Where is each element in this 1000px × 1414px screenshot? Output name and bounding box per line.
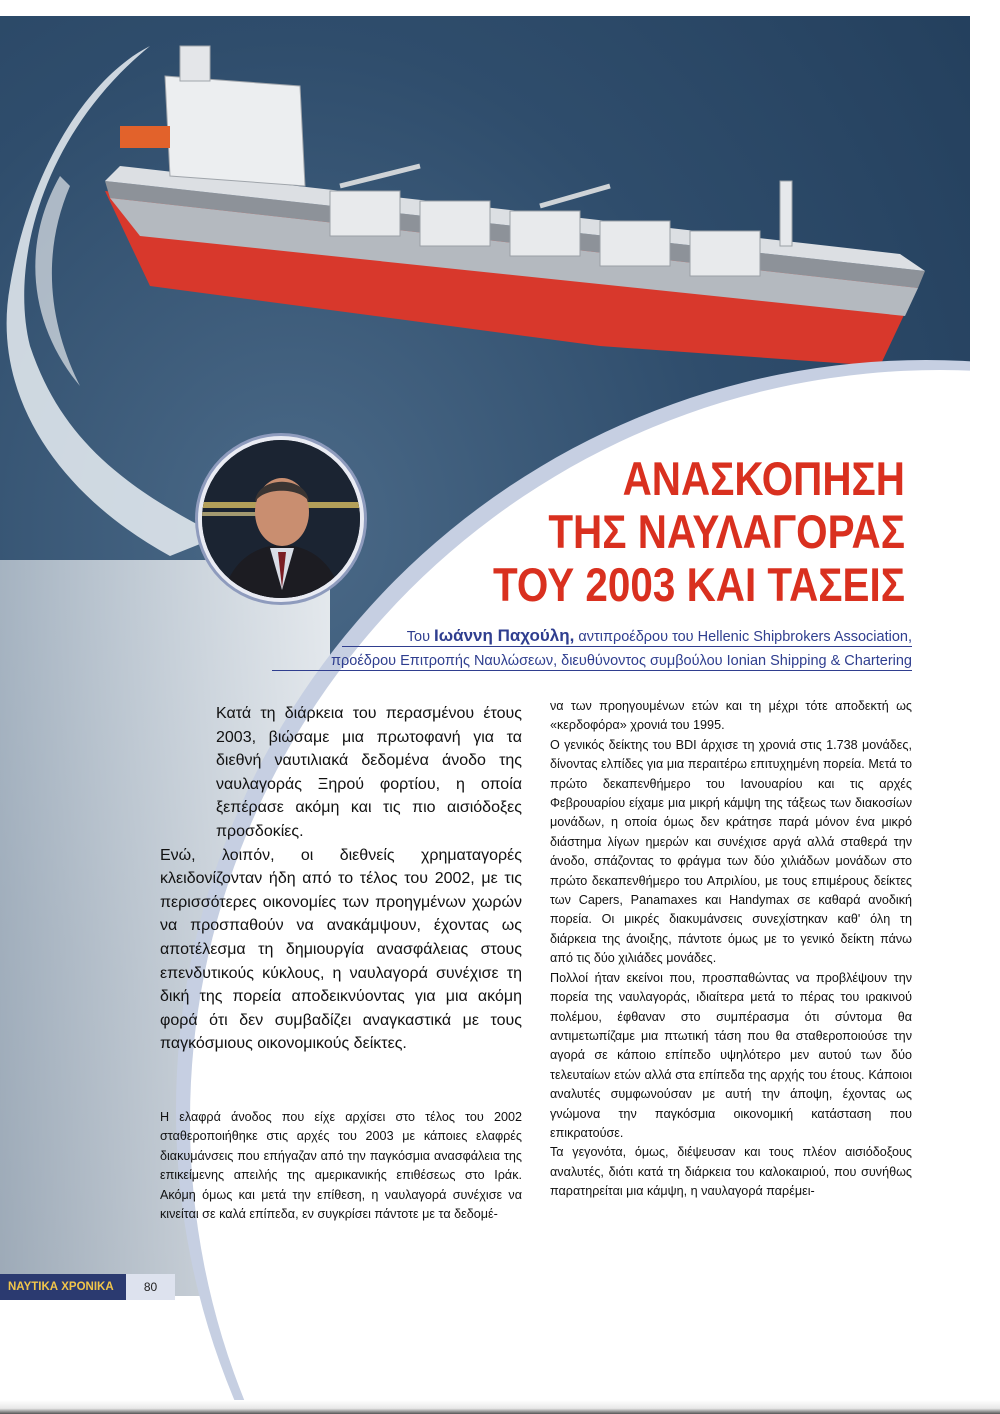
title-line-1: ΑΝΑΣΚΟΠΗΣΗ: [622, 452, 905, 505]
ship-mast: [780, 181, 792, 246]
scan-margin-top: [0, 0, 1000, 16]
ship-funnel: [180, 46, 210, 81]
body-right-paragraph-0: να των προηγουμένων ετών και τη μέχρι τότε αποδεκτή ως «κερδοφόρα» χρονιά του 1995.: [550, 699, 912, 733]
author-photo: [202, 440, 360, 598]
page-number: 80: [126, 1274, 175, 1300]
title-line-3: ΤΟΥ 2003 ΚΑΙ ΤΑΣΕΙΣ: [492, 558, 905, 611]
byline-prefix: Του: [406, 629, 430, 645]
cargo-hatch-2: [420, 201, 490, 246]
body-right-paragraph-3: Τα γεγονότα, όμως, διέψευσαν και τους πλέον αισιόδοξους αναλυτές, διότι κατά τη διάρκεια του καλοκαιριού, που συνήθως παρατηρείται μια κάμψη, η ναυλαγορά παρέμει-: [550, 1145, 912, 1199]
body-left-paragraph-1: Η ελαφρά άνοδος που είχε αρχίσει στο τέλος του 2002 σταθεροποιήθηκε στις αρχές του 2003 με κάποιες ελαφρές διακυμάνσεις που επήγαζαν από την παγκόσμια ανασφάλεια της επικείμενης απειλής της αμερικανικής επιθέσεως στο Ιράκ. Ακόμη όμως και μετά την επίθεση, η ναυλαγορά συνέχισε να κινείται σε καλά επίπεδα, εν συγκρίσει πάντοτε με τα δεδομέ-: [160, 1110, 522, 1222]
byline-role-1: αντιπροέδρου του Hellenic Shipbrokers Association,: [578, 629, 912, 645]
magazine-brand: ΝΑΥΤΙΚΑ ΧΡΟΝΙΚΑ: [8, 1281, 114, 1293]
author-name: Ιωάννη Παχούλη,: [434, 626, 575, 645]
byline-line-2: προέδρου Επιτροπής Ναυλώσεων, διευθύνοντος συμβούλου Ionian Shipping & Chartering: [331, 653, 912, 669]
scan-bottom-shadow: [0, 1400, 1000, 1414]
byline-rule-1: [342, 646, 912, 647]
article-title: [492, 452, 905, 611]
title-line-2: ΤΗΣ ΝΑΥΛΑΓΟΡΑΣ: [548, 505, 905, 558]
ship-bridge: [165, 76, 305, 186]
body-right-paragraph-1: Ο γενικός δείκτης του BDI άρχισε τη χρονιά στις 1.738 μονάδες, δίνοντας ελπίδες για μια περαιτέρω επιτυχημένη πορεία. Μετά το πρώτο δεκαπενθήμερο του Ιανουαρίου και τις αρχές Φεβρουαρίου είχαμε μια μικρή κάμψη της τάξεως των διακοσίων μονάδων, η οποία όμως δεν κράτησε παρά μόνον ένα μικρό διάστημα λίγων ημερών και συνέχισε αργά αλλά σταθερά την άνοδο, σπάζοντας το φράγμα των δύο χιλιάδων μονάδων στο πρώτο δεκαπενθήμερο του Απριλίου, με τους επιμέρους δείκτες των Capers, Panamaxes και Handymax σε καθαρά ανοδική πορεία. Οι μικρές διακυμάνσεις συνεχίστηκαν καθ' όλη τη διάρκεια της άνοιξης, πάντοτε όμως με το γενικό δείκτη πάνω από τις δύο χιλιάδες μονάδες.: [550, 737, 912, 966]
body-column-right: [550, 697, 912, 1202]
wake-foam: [35, 176, 80, 386]
cargo-hatch-3: [510, 211, 580, 256]
lead-paragraphs: [160, 702, 522, 1056]
body-column-left: [160, 1108, 522, 1224]
lead-paragraph-2: Ενώ, λοιπόν, οι διεθνείς χρηματαγορές κλειδονίζονταν ήδη από το τέλος του 2002, με τις περισσότερες οικονομίες των προηγμένων χωρών να προσπαθούν να ανακάμψουν, έχοντας ως αποτέλεσμα τη δημιουργία ανασφάλειας στους επενδυτικούς κύκλους, η ναυλαγορά συνέχισε τη δική της πορεία αποδεικνύοντας για μια ακόμη φορά ότι δεν συμβαδίζει αναγκαστικά με τους παγκόσμιους οικονομικούς δείκτες.: [160, 846, 522, 1053]
body-right-paragraph-2: Πολλοί ήταν εκείνοι που, προσπαθώντας να προβλέψουν την πορεία της ναυλαγοράς, ιδιαίτερα μετά το πέρας του ιρακινού πολέμου, έφθαναν στο συμπέρασμα ότι σύντομα θα αντιμετωπίζαμε μια πτωτική τάση που θα σταθεροποιούσε την αγορά σε κάποιο επίπεδο υψηλότερο μεν αυτού των δύο τελευταίων ετών αλλά στα επίπεδα της αρχής του έτους. Κάποιοι αναλυτές συμφωνούσαν με αυτή την άποψη, έχοντας ως γνώμονα την παγκόσμια οικονομική κατάσταση που επικρατούσε.: [550, 970, 912, 1140]
cargo-hatch-5: [690, 231, 760, 276]
crane-1: [340, 166, 420, 186]
page-footer: [0, 1274, 175, 1300]
author-byline: [212, 624, 912, 673]
author-portrait: [198, 436, 364, 602]
lifeboat: [120, 126, 170, 148]
cargo-hatch-1: [330, 191, 400, 236]
lead-paragraph-1: Κατά τη διάρκεια του περασμένου έτους 2003, βιώσαμε μια πρωτοφανή για τα διεθνή ναυτιλιακά δεδομένα άνοδο της ναυλαγοράς Ξηρού φορτίου, η οποία ξεπέρασε ακόμη και τις πιο αισιόδοξες προσδοκίες.: [216, 705, 522, 840]
cargo-hatch-4: [600, 221, 670, 266]
crane-2: [540, 186, 610, 206]
scan-margin-right: [970, 0, 1000, 1414]
byline-rule-2: [272, 670, 912, 671]
